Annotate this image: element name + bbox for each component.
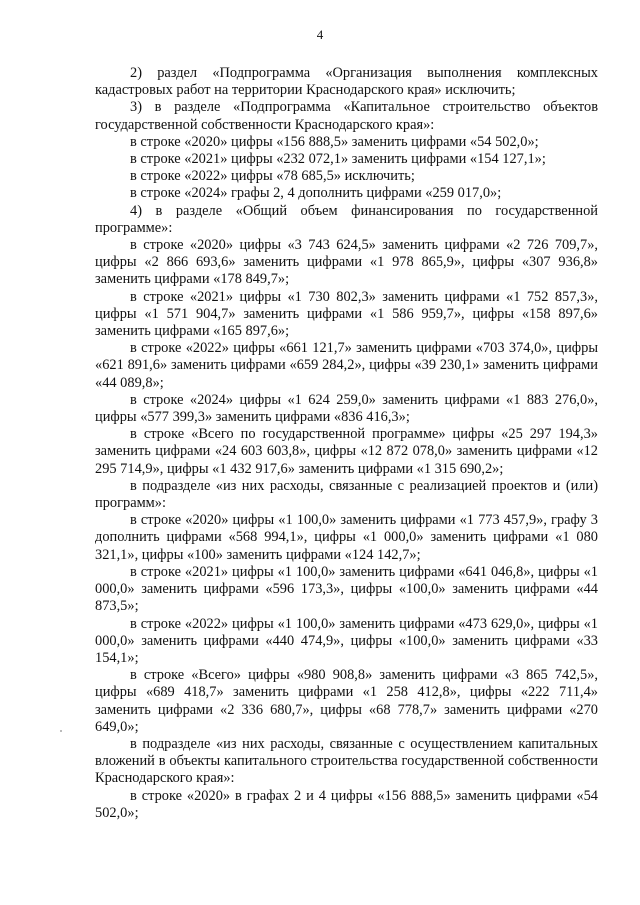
paragraph: в строке «Всего по государственной программе» цифры «25 297 194,3» заменить цифрами «24 603 603,8», цифры «12 872 078,0» заменить цифрами «12 295 714,9», цифры «1 432 917,6» заменить цифрами «1 315 690,2»; xyxy=(95,426,598,477)
paragraph: в строке «2021» цифры «232 072,1» заменить цифрами «154 127,1»; xyxy=(130,151,546,168)
document-body xyxy=(95,65,598,822)
paragraph: 2) раздел «Подпрограмма «Организация выполнения комплексных кадастровых работ на территории Краснодарского края» исключить; xyxy=(95,65,598,99)
paragraph: в строке «2020» цифры «156 888,5» заменить цифрами «54 502,0»; xyxy=(130,133,539,150)
paragraph: в строке «2020» цифры «3 743 624,5» заменить цифрами «2 726 709,7», цифры «2 866 693,6» заменить цифрами «1 978 865,9», цифры «307 936,8» заменить цифрами «178 849,7»; xyxy=(95,237,598,288)
paragraph: в подразделе «из них расходы, связанные с осуществлением капитальных вложений в объекты капитального строительства государственной собственности Краснодарского края»: xyxy=(95,735,598,787)
paragraph: в строке «2024» графы 2, 4 дополнить цифрами «259 017,0»; xyxy=(130,185,502,202)
paragraph: в строке «2020» цифры «1 100,0» заменить цифрами «1 773 457,9», графу 3 дополнить цифрами «568 994,1», цифры «1 000,0» заменить цифрами «1 080 321,1», цифры «100» заменить цифрами «124 142,7»; xyxy=(95,512,598,563)
paragraph: в строке «2021» цифры «1 730 802,3» заменить цифрами «1 752 857,3», цифры «1 571 904,7» заменить цифрами «1 586 959,7», цифры «158 897,6» заменить цифрами «165 897,6»; xyxy=(95,288,598,340)
page-number: 4 xyxy=(316,27,324,42)
scan-mark xyxy=(60,730,62,732)
paragraph: в строке «2024» цифры «1 624 259,0» заменить цифрами «1 883 276,0», цифры «577 399,3» заменить цифрами «836 416,3»; xyxy=(95,391,598,426)
paragraph: 4) в разделе «Общий объем финансирования по государственной программе»: xyxy=(95,202,598,236)
paragraph: в строке «2022» цифры «1 100,0» заменить цифрами «473 629,0», цифры «1 000,0» заменить цифрами «440 474,9», цифры «100,0» заменить цифрами «33 154,1»; xyxy=(95,615,598,666)
paragraph: в строке «2021» цифры «1 100,0» заменить цифрами «641 046,8», цифры «1 000,0» заменить цифрами «596 173,3», цифры «100,0» заменить цифрами «44 873,5»; xyxy=(95,563,598,615)
paragraph: в строке «2022» цифры «661 121,7» заменить цифрами «703 374,0», цифры «621 891,6» заменить цифрами «659 284,2», цифры «39 230,1» заменить цифрами «44 089,8»; xyxy=(95,340,598,391)
paragraph: в подразделе «из них расходы, связанные с реализацией проектов и (или) программ»: xyxy=(95,477,598,512)
paragraph: в строке «2022» цифры «78 685,5» исключить; xyxy=(130,168,415,185)
paragraph: 3) в разделе «Подпрограмма «Капитальное строительство объектов государственной собственности Краснодарского края»: xyxy=(95,99,598,133)
paragraph: в строке «2020» в графах 2 и 4 цифры «156 888,5» заменить цифрами «54 502,0»; xyxy=(95,787,598,821)
paragraph: в строке «Всего» цифры «980 908,8» заменить цифрами «3 865 742,5», цифры «689 418,7» заменить цифрами «1 258 412,8», цифры «222 711,4» заменить цифрами «2 336 680,7», цифры «68 778,7» заменить цифрами «270 649,0»; xyxy=(95,667,598,735)
